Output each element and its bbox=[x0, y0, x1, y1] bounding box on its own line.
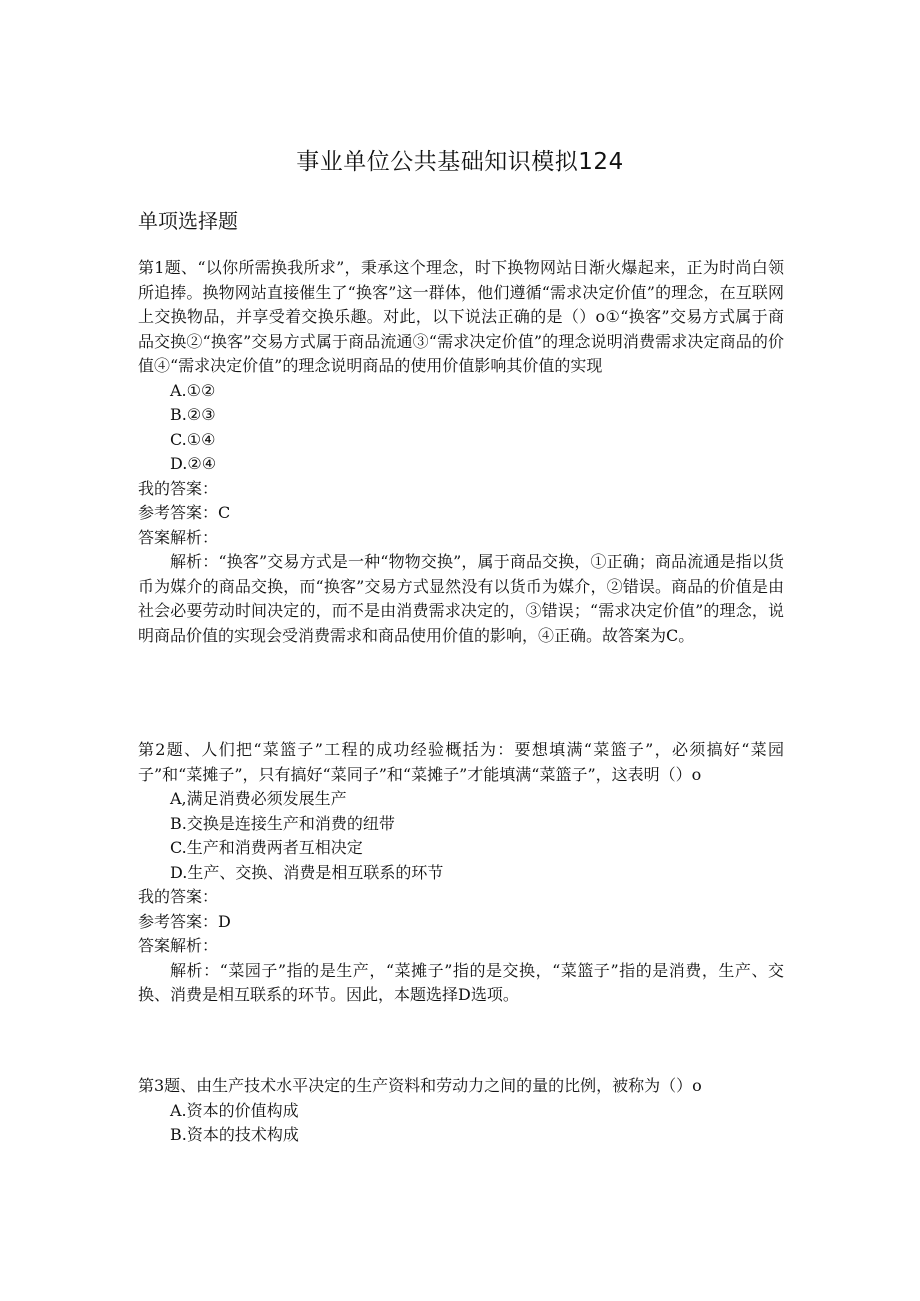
answer-explanation: 解析：“换客”交易方式是一种“物物交换”，属于商品交换，①正确；商品流通是指以货币为媒介的商品交换，而“换客”交易方式显然没有以货币为媒介，②错误。商品的价值是由社会必要劳动时间决定的，而不是由消费需求决定的，③错误；“需求决定价值”的理念，说明商品价值的实现会受消费需求和商品使用价值的影响，④正确。故答案为C。 bbox=[138, 552, 784, 645]
option-b: B.②③ bbox=[170, 405, 216, 424]
option-b: B.资本的技术构成 bbox=[170, 1125, 299, 1144]
question-2 bbox=[138, 738, 784, 1008]
question-stem: 第2题、人们把“菜篮子”工程的成功经验概括为：要想填满“菜篮子”，必须搞好“菜园子”和“菜摊子”，只有搞好“菜同子”和“菜摊子”才能填满“菜篮子”，这表明（）o bbox=[138, 740, 784, 784]
reference-answer-value: D bbox=[218, 911, 231, 931]
option-d: D.②④ bbox=[170, 454, 217, 473]
document-title: 事业单位公共基础知识模拟124 bbox=[296, 149, 624, 175]
option-a: A,满足消费必须发展生产 bbox=[170, 789, 347, 808]
analysis-label: 答案解析： bbox=[138, 936, 219, 955]
option-a: A.①② bbox=[170, 380, 216, 400]
option-b: B.交换是连接生产和消费的纽带 bbox=[170, 813, 395, 833]
reference-answer-value: C bbox=[218, 503, 231, 522]
option-a: A.资本的价值构成 bbox=[170, 1100, 299, 1120]
section-heading: 单项选择题 bbox=[138, 209, 238, 233]
my-answer-label: 我的答案： bbox=[138, 478, 219, 498]
question-1 bbox=[138, 256, 784, 648]
option-d: D.生产、交换、消费是相互联系的环节 bbox=[170, 862, 444, 882]
reference-answer bbox=[138, 501, 784, 526]
my-answer-label: 我的答案： bbox=[138, 887, 219, 906]
question-stem: 第1题、“以你所需换我所求”，秉承这个理念，时下换物网站日渐火爆起来，正为时尚白领所追捧。换物网站直接催生了“换客”这一群体，他们遵循“需求决定价值”的理念，在互联网上交换物品，并享受着交换乐趣。对此，以下说法正确的是（）o①“换客”交易方式属于商品交换②“换客”交易方式属于商品流通③“需求决定价值”的理念说明消费需求决定商品的价值④“需求决定价值”的理念说明商品的使用价值影响其价值的实现 bbox=[138, 258, 784, 375]
option-c: C.①④ bbox=[170, 429, 216, 449]
reference-answer-label: 参考答案： bbox=[138, 911, 219, 931]
question-3 bbox=[138, 1074, 784, 1148]
answer-explanation: 解析：“菜园子”指的是生产，“菜摊子”指的是交换，“菜篮子”指的是消费，生产、交换、消费是相互联系的环节。因此，本题选择D选项。 bbox=[138, 960, 784, 1004]
reference-answer-label: 参考答案： bbox=[138, 503, 219, 522]
option-c: C.生产和消费两者互相决定 bbox=[170, 838, 363, 857]
analysis-label: 答案解析： bbox=[138, 527, 219, 547]
reference-answer bbox=[138, 910, 784, 935]
question-stem: 第3题、由生产技术水平决定的生产资料和劳动力之间的量的比例，被称为（）o bbox=[138, 1076, 702, 1095]
